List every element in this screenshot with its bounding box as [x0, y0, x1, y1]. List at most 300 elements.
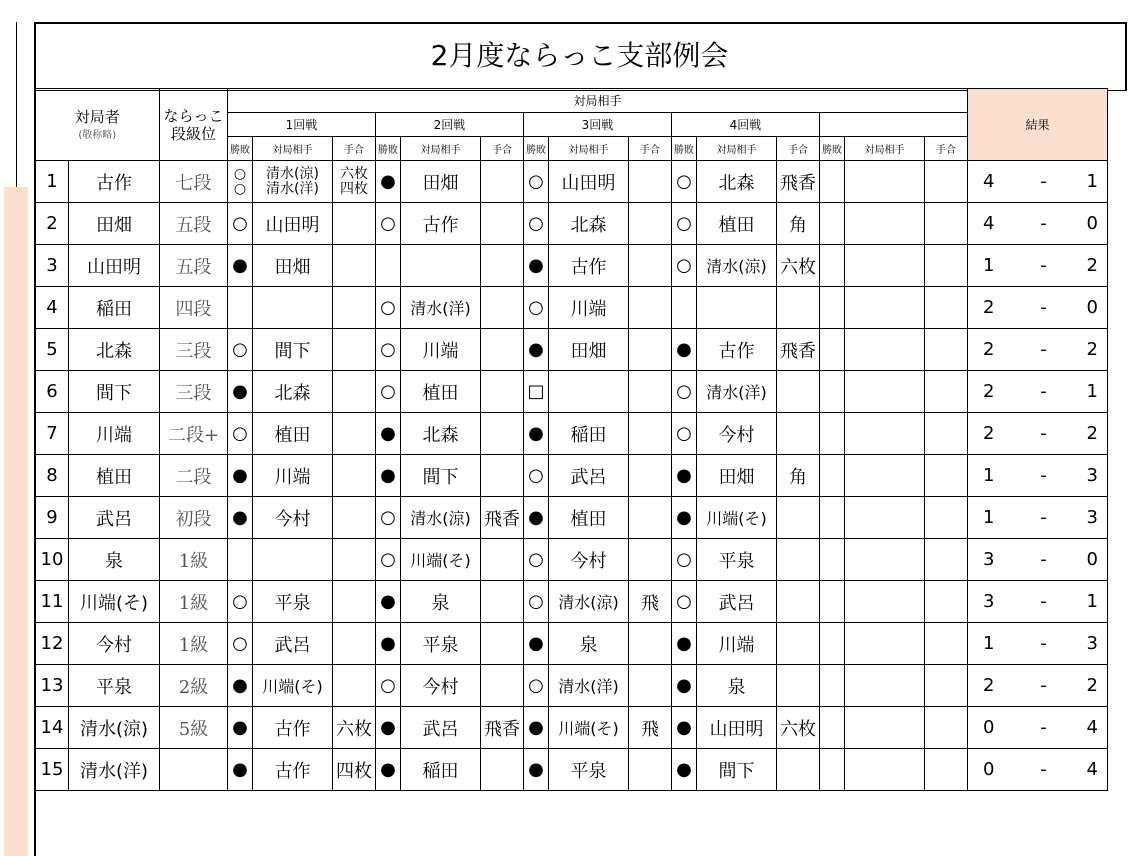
opponent-name: 清水(涼)	[549, 581, 629, 623]
opponent-name	[845, 287, 925, 329]
result-dash: -	[1010, 707, 1078, 749]
opponent-header: 対局相手	[401, 137, 481, 161]
opponent-name: 間下	[697, 749, 777, 791]
win-loss-mark	[228, 539, 253, 581]
opponent-name: 川端	[549, 287, 629, 329]
player-name: 古作	[69, 161, 160, 203]
opponent-name: 泉	[549, 623, 629, 665]
handicap-value	[333, 581, 376, 623]
win-loss-mark: ○	[672, 371, 697, 413]
player-rank	[160, 749, 228, 791]
losses-count: 0	[1078, 203, 1108, 245]
wins-count: 0	[968, 749, 1010, 791]
handicap-value: 六枚	[777, 245, 820, 287]
row-number: 2	[36, 203, 69, 245]
opponent-name: 植田	[697, 203, 777, 245]
row-number: 10	[36, 539, 69, 581]
opponent-header: 対局相手	[549, 137, 629, 161]
win-loss-mark: ●	[672, 455, 697, 497]
win-loss-mark	[820, 749, 845, 791]
wins-count: 2	[968, 329, 1010, 371]
win-loss-mark	[820, 413, 845, 455]
wins-count: 1	[968, 623, 1010, 665]
handicap-value	[629, 497, 672, 539]
losses-count: 0	[1078, 287, 1108, 329]
handicap-value	[481, 581, 524, 623]
table-row	[36, 329, 1108, 371]
opponent-name	[845, 161, 925, 203]
player-rank: 四段	[160, 287, 228, 329]
opponent-name	[845, 581, 925, 623]
result-dash: -	[1010, 623, 1078, 665]
handicap-value	[629, 749, 672, 791]
handicap-value	[333, 287, 376, 329]
opponent-name	[845, 539, 925, 581]
handicap-value	[481, 749, 524, 791]
handicap-value	[333, 539, 376, 581]
handicap-value	[925, 665, 968, 707]
win-loss-mark: ○	[524, 581, 549, 623]
opponent-name: 川端	[697, 623, 777, 665]
player-rank: 2級	[160, 665, 228, 707]
row-number: 11	[36, 581, 69, 623]
player-rank: 初段	[160, 497, 228, 539]
stacked-entry: 四枚	[340, 180, 368, 197]
losses-count: 3	[1078, 455, 1108, 497]
opponent-name: 武呂	[253, 623, 333, 665]
result-header: 結果	[968, 89, 1108, 161]
row-number: 6	[36, 371, 69, 413]
table-row	[36, 497, 1108, 539]
opponent-name	[845, 623, 925, 665]
losses-count: 2	[1078, 665, 1108, 707]
win-loss-mark: ●	[228, 497, 253, 539]
wins-count: 4	[968, 203, 1010, 245]
handicap-value	[925, 707, 968, 749]
rank-header	[160, 89, 228, 161]
opponent-name: 田畑	[697, 455, 777, 497]
win-loss-mark: ●	[376, 749, 401, 791]
handicap-value	[333, 623, 376, 665]
opponent-name: 植田	[549, 497, 629, 539]
win-loss-mark: ●	[376, 623, 401, 665]
losses-count: 3	[1078, 623, 1108, 665]
table-row	[36, 245, 1108, 287]
player-rank: 七段	[160, 161, 228, 203]
round-header-1: 1回戦	[228, 113, 376, 137]
result-dash: -	[1010, 245, 1078, 287]
result-dash: -	[1010, 413, 1078, 455]
wins-count: 1	[968, 455, 1010, 497]
win-loss-mark	[820, 581, 845, 623]
handicap-header: 手合	[629, 137, 672, 161]
handicap-value	[777, 665, 820, 707]
win-loss-mark: ●	[524, 497, 549, 539]
opponent-name	[845, 203, 925, 245]
handicap-header: 手合	[777, 137, 820, 161]
win-loss-mark: ●	[228, 455, 253, 497]
handicap-value	[481, 413, 524, 455]
win-loss-mark: ○	[672, 245, 697, 287]
win-loss-mark	[820, 623, 845, 665]
opponent-name: 間下	[401, 455, 481, 497]
opponent-name	[549, 371, 629, 413]
handicap-value	[925, 161, 968, 203]
opponent-name: 平泉	[401, 623, 481, 665]
handicap-value	[481, 287, 524, 329]
opponent-header: 対局相手	[845, 137, 925, 161]
row-number: 1	[36, 161, 69, 203]
opponent-name	[845, 707, 925, 749]
losses-count: 2	[1078, 329, 1108, 371]
opponent-name: 平泉	[697, 539, 777, 581]
player-rank: 1級	[160, 623, 228, 665]
player-rank: 二段	[160, 455, 228, 497]
opponent-name: 清水(洋)	[697, 371, 777, 413]
player-name: 稲田	[69, 287, 160, 329]
player-name: 清水(涼)	[69, 707, 160, 749]
handicap-value	[925, 539, 968, 581]
opponent-name: 山田明	[253, 203, 333, 245]
opponent-name: 清水(涼)	[401, 497, 481, 539]
win-loss-mark: ●	[376, 581, 401, 623]
win-loss-mark: ●	[524, 623, 549, 665]
opponent-name: 川端(そ)	[549, 707, 629, 749]
row-number: 12	[36, 623, 69, 665]
opponent-name: 清水(洋)	[549, 665, 629, 707]
win-loss-mark: ○	[672, 161, 697, 203]
wins-count: 2	[968, 287, 1010, 329]
win-loss-mark: ●	[524, 749, 549, 791]
win-loss-mark	[228, 287, 253, 329]
table-row	[36, 707, 1108, 749]
result-dash: -	[1010, 749, 1078, 791]
win-loss-mark: ○	[376, 665, 401, 707]
handicap-value	[925, 329, 968, 371]
result-dash: -	[1010, 371, 1078, 413]
win-loss-mark: ○	[524, 287, 549, 329]
win-loss-mark: ○	[672, 413, 697, 455]
win-loss-mark: ○	[228, 581, 253, 623]
win-loss-mark: ●	[524, 245, 549, 287]
handicap-value	[481, 455, 524, 497]
losses-count: 1	[1078, 161, 1108, 203]
opponent-name: 古作	[253, 749, 333, 791]
win-loss-mark: ●	[672, 497, 697, 539]
wins-count: 2	[968, 413, 1010, 455]
result-table	[35, 88, 1108, 791]
handicap-value: 飛香	[777, 161, 820, 203]
win-loss-mark	[820, 287, 845, 329]
opponent-name: 川端(そ)	[253, 665, 333, 707]
opponent-name: 平泉	[549, 749, 629, 791]
opponent-name	[253, 161, 333, 203]
table-row	[36, 455, 1108, 497]
handicap-value: 六枚	[777, 707, 820, 749]
opponent-name: 川端(そ)	[697, 497, 777, 539]
handicap-value	[629, 413, 672, 455]
handicap-value	[777, 539, 820, 581]
handicap-value	[481, 203, 524, 245]
win-loss-mark: ●	[228, 665, 253, 707]
opponent-name: 古作	[253, 707, 333, 749]
row-number: 13	[36, 665, 69, 707]
row-number: 4	[36, 287, 69, 329]
win-loss-header: 勝敗	[524, 137, 549, 161]
table-row	[36, 371, 1108, 413]
handicap-value	[629, 203, 672, 245]
win-loss-mark: ●	[228, 707, 253, 749]
handicap-value	[925, 497, 968, 539]
row-number: 15	[36, 749, 69, 791]
win-loss-mark: ○	[376, 371, 401, 413]
win-loss-mark	[820, 539, 845, 581]
handicap-value	[925, 623, 968, 665]
result-dash: -	[1010, 455, 1078, 497]
opponent-name	[845, 497, 925, 539]
player-rank: 五段	[160, 245, 228, 287]
handicap-value: 角	[777, 203, 820, 245]
win-loss-mark: ○	[228, 203, 253, 245]
handicap-value	[629, 455, 672, 497]
handicap-value	[481, 245, 524, 287]
opponents-header: 対局相手	[228, 89, 968, 113]
honorific-note: (敬称略)	[78, 130, 117, 141]
opponent-name	[845, 245, 925, 287]
opponent-name: 平泉	[253, 581, 333, 623]
win-loss-mark: ○	[524, 455, 549, 497]
win-loss-header: 勝敗	[820, 137, 845, 161]
player-name: 北森	[69, 329, 160, 371]
handicap-value	[925, 203, 968, 245]
win-loss-mark: ○	[524, 539, 549, 581]
handicap-value	[333, 455, 376, 497]
stacked-entry: 清水(洋)	[266, 180, 319, 197]
player-header-label: 対局者	[74, 108, 120, 126]
handicap-value	[333, 329, 376, 371]
row-number: 7	[36, 413, 69, 455]
losses-count: 4	[1078, 707, 1108, 749]
win-loss-mark: ●	[376, 413, 401, 455]
stacked-entry: ○	[233, 165, 247, 182]
handicap-value	[333, 245, 376, 287]
handicap-value	[629, 287, 672, 329]
player-header	[36, 89, 160, 161]
table-row	[36, 749, 1108, 791]
stacked-entry: ○	[233, 180, 247, 197]
opponent-name: 川端(そ)	[401, 539, 481, 581]
win-loss-mark: ○	[524, 161, 549, 203]
result-dash: -	[1010, 665, 1078, 707]
row-number: 3	[36, 245, 69, 287]
handicap-value	[629, 329, 672, 371]
opponent-name: 今村	[697, 413, 777, 455]
win-loss-mark: ○	[376, 539, 401, 581]
win-loss-mark: ●	[672, 329, 697, 371]
win-loss-mark: ●	[524, 707, 549, 749]
opponent-name: 泉	[697, 665, 777, 707]
result-dash: -	[1010, 329, 1078, 371]
player-name: 植田	[69, 455, 160, 497]
handicap-value	[481, 329, 524, 371]
opponent-header: 対局相手	[697, 137, 777, 161]
win-loss-mark	[820, 665, 845, 707]
row-number: 8	[36, 455, 69, 497]
handicap-value	[777, 749, 820, 791]
opponent-header: 対局相手	[253, 137, 333, 161]
opponent-name: 北森	[253, 371, 333, 413]
losses-count: 1	[1078, 371, 1108, 413]
handicap-value	[629, 371, 672, 413]
player-rank: 三段	[160, 371, 228, 413]
win-loss-mark: ●	[228, 245, 253, 287]
win-loss-mark: ○	[228, 623, 253, 665]
handicap-value	[629, 161, 672, 203]
wins-count: 3	[968, 539, 1010, 581]
handicap-value	[333, 497, 376, 539]
player-name: 泉	[69, 539, 160, 581]
row-number: 9	[36, 497, 69, 539]
opponent-name: 古作	[401, 203, 481, 245]
handicap-value	[629, 245, 672, 287]
losses-count: 0	[1078, 539, 1108, 581]
opponent-name: 植田	[401, 371, 481, 413]
player-name: 間下	[69, 371, 160, 413]
opponent-name: 川端	[401, 329, 481, 371]
gutter-highlight	[4, 187, 28, 856]
win-loss-mark	[820, 245, 845, 287]
opponent-name: 田畑	[253, 245, 333, 287]
win-loss-mark	[672, 287, 697, 329]
win-loss-mark: ○	[376, 329, 401, 371]
handicap-value	[629, 623, 672, 665]
handicap-value	[333, 665, 376, 707]
round-header-3: 3回戦	[524, 113, 672, 137]
win-loss-mark: ●	[672, 623, 697, 665]
win-loss-header: 勝敗	[672, 137, 697, 161]
table-row	[36, 623, 1108, 665]
opponent-name	[845, 749, 925, 791]
result-dash: -	[1010, 539, 1078, 581]
win-loss-mark: □	[524, 371, 549, 413]
opponent-name: 清水(洋)	[401, 287, 481, 329]
handicap-value: 四枚	[333, 749, 376, 791]
handicap-value	[925, 245, 968, 287]
win-loss-mark: ●	[228, 749, 253, 791]
opponent-name: 泉	[401, 581, 481, 623]
win-loss-mark	[820, 707, 845, 749]
opponent-name: 古作	[697, 329, 777, 371]
handicap-value: 飛	[629, 707, 672, 749]
handicap-value	[629, 539, 672, 581]
rank-header-line2: 段級位	[170, 124, 216, 143]
left-gutter	[0, 22, 36, 856]
handicap-value	[333, 161, 376, 203]
opponent-name: 武呂	[549, 455, 629, 497]
win-loss-mark: ●	[376, 455, 401, 497]
player-name: 山田明	[69, 245, 160, 287]
win-loss-mark: ●	[376, 707, 401, 749]
handicap-value	[925, 371, 968, 413]
row-number: 5	[36, 329, 69, 371]
handicap-value	[777, 413, 820, 455]
result-dash: -	[1010, 497, 1078, 539]
win-loss-mark: ●	[376, 161, 401, 203]
opponent-name: 間下	[253, 329, 333, 371]
table-row	[36, 539, 1108, 581]
row-number: 14	[36, 707, 69, 749]
wins-count: 1	[968, 497, 1010, 539]
win-loss-mark: ○	[672, 539, 697, 581]
round-header-5	[820, 113, 968, 137]
opponent-name	[845, 329, 925, 371]
opponent-name: 北森	[697, 161, 777, 203]
losses-count: 2	[1078, 245, 1108, 287]
win-loss-mark: ●	[228, 371, 253, 413]
handicap-value	[777, 581, 820, 623]
win-loss-mark: ○	[524, 203, 549, 245]
player-name: 平泉	[69, 665, 160, 707]
player-name: 今村	[69, 623, 160, 665]
win-loss-mark: ○	[672, 581, 697, 623]
handicap-value	[925, 455, 968, 497]
win-loss-header: 勝敗	[376, 137, 401, 161]
opponent-name	[697, 287, 777, 329]
opponent-name	[401, 245, 481, 287]
result-dash: -	[1010, 161, 1078, 203]
opponent-name: 北森	[549, 203, 629, 245]
opponent-name: 今村	[401, 665, 481, 707]
losses-count: 3	[1078, 497, 1108, 539]
opponent-name: 今村	[549, 539, 629, 581]
win-loss-mark: ●	[672, 707, 697, 749]
win-loss-mark: ○	[228, 413, 253, 455]
result-dash: -	[1010, 203, 1078, 245]
handicap-value	[925, 413, 968, 455]
result-dash: -	[1010, 287, 1078, 329]
opponent-name: 今村	[253, 497, 333, 539]
win-loss-mark	[820, 329, 845, 371]
table-row	[36, 287, 1108, 329]
player-name: 武呂	[69, 497, 160, 539]
table-row	[36, 203, 1108, 245]
win-loss-mark	[820, 455, 845, 497]
handicap-value	[925, 581, 968, 623]
win-loss-mark: ○	[228, 329, 253, 371]
result-dash: -	[1010, 581, 1078, 623]
opponent-name	[253, 287, 333, 329]
handicap-value	[629, 665, 672, 707]
win-loss-mark: ●	[672, 749, 697, 791]
player-rank: 1級	[160, 539, 228, 581]
wins-count: 0	[968, 707, 1010, 749]
opponent-name: 田畑	[549, 329, 629, 371]
handicap-value	[481, 539, 524, 581]
player-rank: 三段	[160, 329, 228, 371]
wins-count: 4	[968, 161, 1010, 203]
win-loss-mark	[820, 161, 845, 203]
table-row	[36, 665, 1108, 707]
handicap-value	[777, 623, 820, 665]
opponent-name: 稲田	[401, 749, 481, 791]
wins-count: 1	[968, 245, 1010, 287]
handicap-value	[333, 203, 376, 245]
round-header-2: 2回戦	[376, 113, 524, 137]
wins-count: 3	[968, 581, 1010, 623]
player-rank: 1級	[160, 581, 228, 623]
opponent-name	[845, 413, 925, 455]
win-loss-mark: ●	[524, 329, 549, 371]
